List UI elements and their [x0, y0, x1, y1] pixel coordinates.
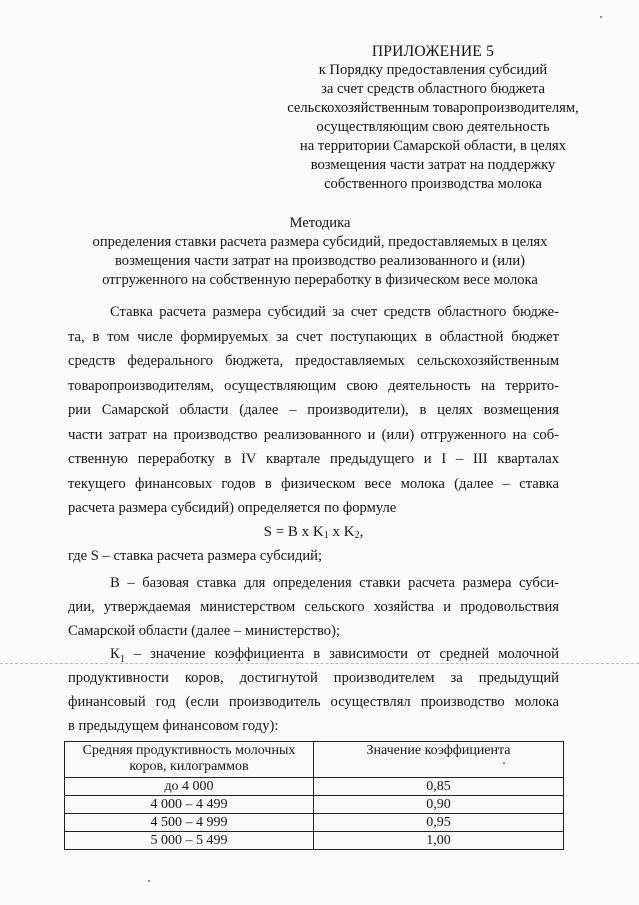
table-header-productivity: Средняя продуктивность молочных коров, килограммов — [65, 742, 314, 778]
appendix-heading: ПРИЛОЖЕНИЕ 5 — [371, 43, 495, 60]
table-cell-productivity: 5 000 – 5 499 — [65, 832, 314, 850]
appendix-line: возмещения части затрат на поддержку — [310, 157, 556, 173]
table-header-row — [65, 742, 564, 778]
k1-definition-line: финансовый год (если производитель осуществлял производство молока — [68, 694, 559, 710]
scan-speck — [148, 880, 150, 882]
paragraph-line: части затрат на производство реализованного и (или) отгруженного на соб- — [68, 426, 559, 443]
method-subtitle-line: отгруженного на собственную переработку в физическом весе молока — [102, 272, 538, 288]
paragraph-line: товаропроизводителям, осуществляющим свою деятельность на террито- — [68, 377, 559, 394]
scan-speck — [600, 16, 602, 18]
table-cell-coefficient: 0,85 — [314, 778, 564, 796]
b-definition-line: дии, утверждаемая министерством сельского хозяйства и продовольствия — [68, 599, 559, 615]
appendix-line: собственного производства молока — [324, 176, 542, 192]
method-subtitle-line: возмещения части затрат на производство реализованного и (или) — [115, 253, 525, 269]
table-cell-productivity: 4 000 – 4 499 — [65, 796, 314, 814]
appendix-line: сельскохозяйственным товаропроизводителям, — [287, 100, 579, 116]
formula: S = B x $K_1$ x $K_2$, — [263, 524, 364, 541]
method-title-block — [40, 214, 600, 290]
appendix-line: за счет средств областного бюджета — [321, 81, 545, 97]
method-title: Методика — [289, 215, 351, 231]
paragraph-line: Ставка расчета размера субсидий за счет средств областного бюдже- — [110, 304, 559, 320]
k1-definition-line: $К_1$ – значение коэффициента в зависимости от средней молочной — [110, 646, 559, 665]
scan-speck — [503, 762, 505, 764]
appendix-line: на территории Самарской области, в целях — [299, 138, 567, 154]
k1-definition-line: в предыдущем финансовом году): — [68, 718, 279, 734]
table-row — [65, 778, 564, 796]
paragraph-line: рии Самарской области (далее – производители), в целях возмещения — [68, 402, 559, 418]
paragraph-line: текущего финансовых годов в физическом весе молока (далее – ставка — [68, 475, 559, 492]
paragraph-line: ственную переработку в IV квартале предыдущего и I – III кварталах — [68, 451, 559, 467]
appendix-line: осуществляющим свою деятельность — [316, 119, 550, 135]
table-row — [65, 796, 564, 814]
table-row — [65, 832, 564, 850]
table-header-coefficient: Значение коэффициента — [314, 742, 564, 778]
paragraph-line: расчета размера субсидий) определяется по формуле — [68, 500, 397, 516]
b-definition-line: В – базовая ставка для определения ставки расчета размера субси- — [110, 575, 559, 591]
table-cell-productivity: до 4 000 — [65, 778, 314, 796]
table-cell-coefficient: 0,90 — [314, 796, 564, 814]
b-definition-line: Самарской области (далее – министерство); — [68, 623, 341, 639]
where-s-line: где S – ставка расчета размера субсидий; — [68, 548, 323, 564]
coefficient-table — [64, 741, 564, 850]
table-cell-coefficient: 0,95 — [314, 814, 564, 832]
appendix-header — [268, 42, 598, 194]
paragraph-line: средств федерального бюджета, предоставляемых сельскохозяйственным — [68, 353, 559, 369]
method-subtitle-line: определения ставки расчета размера субсидий, предоставляемых в целях — [92, 234, 548, 250]
table-cell-coefficient: 1,00 — [314, 832, 564, 850]
table-row — [65, 814, 564, 832]
paragraph-line: та, в том числе формируемых за счет поступающих в областной бюджет — [68, 328, 559, 345]
appendix-line: к Порядку предоставления субсидий — [318, 62, 548, 78]
k1-definition-line: продуктивности коров, достигнутой производителем за предыдущий — [68, 670, 559, 686]
table-cell-productivity: 4 500 – 4 999 — [65, 814, 314, 832]
paragraph-rate-definition — [68, 300, 559, 521]
